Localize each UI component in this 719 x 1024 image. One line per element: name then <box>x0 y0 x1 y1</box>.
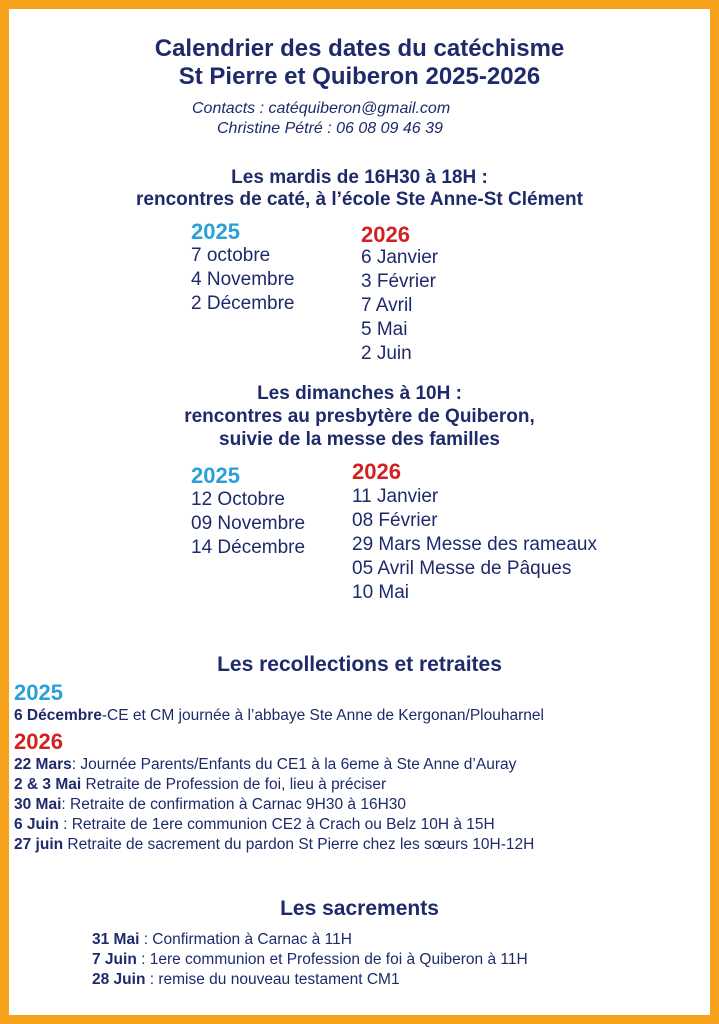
retreat-date: 30 Mai <box>14 796 62 813</box>
sundays-dates-2025 <box>191 488 305 560</box>
retreat-date: 6 Juin <box>14 816 59 833</box>
page-title-line2: St Pierre et Quiberon 2025-2026 <box>178 63 541 90</box>
page-title-line1: Calendrier des dates du catéchisme <box>154 35 565 62</box>
tuesdays-year-2025: 2025 <box>191 219 240 244</box>
date-item: 05 Avril Messe de Pâques <box>352 558 572 579</box>
sundays-year-2025: 2025 <box>191 463 240 488</box>
sacrament-item <box>92 950 528 970</box>
date-item: 3 Février <box>361 271 436 292</box>
retreat-item <box>14 835 534 855</box>
sacrament-text: : Confirmation à Carnac à 11H <box>139 931 352 948</box>
retreats-heading: Les recollections et retraites <box>217 653 502 676</box>
retreat-date: 27 juin <box>14 836 64 853</box>
sacrament-date: 28 Juin <box>92 971 146 988</box>
retreat-item <box>14 706 544 726</box>
date-item: 29 Mars Messe des rameaux <box>352 534 597 555</box>
retreat-text: -CE et CM journée à l’abbaye Ste Anne de Kergonan/Plouharnel <box>101 707 544 724</box>
retreat-date: 22 Mars <box>14 756 72 773</box>
date-item: 2 Juin <box>361 343 412 364</box>
sacrament-item <box>92 930 528 950</box>
sundays-heading-line2: rencontres au presbytère de Quiberon, <box>184 406 535 427</box>
tuesdays-heading-line1: Les mardis de 16H30 à 18H : <box>231 167 488 188</box>
retreat-text: : Journée Parents/Enfants du CE1 à la 6eme à Ste Anne d’Auray <box>71 756 517 773</box>
date-item: 5 Mai <box>361 319 408 340</box>
retreat-item <box>14 775 534 795</box>
sacrament-text: : remise du nouveau testament CM1 <box>145 971 400 988</box>
retreat-date: 6 Décembre <box>14 707 102 724</box>
date-item: 4 Novembre <box>191 269 295 290</box>
contact-phone: Christine Pétré : 06 08 09 46 39 <box>217 120 443 137</box>
sacrament-date: 7 Juin <box>92 951 137 968</box>
tuesdays-dates-2025 <box>191 244 295 316</box>
retreat-item <box>14 755 534 775</box>
sacrament-date: 31 Mai <box>92 931 140 948</box>
date-item: 08 Février <box>352 510 438 531</box>
sundays-year-2026: 2026 <box>352 459 401 484</box>
sacraments-list <box>92 930 528 990</box>
contact-email: Contacts : catéquiberon@gmail.com <box>192 100 451 117</box>
retreat-text: Retraite de Profession de foi, lieu à préciser <box>81 776 387 793</box>
date-item: 10 Mai <box>352 582 410 603</box>
date-item: 7 octobre <box>191 245 271 266</box>
retreats-year-2026: 2026 <box>14 729 63 754</box>
date-item: 2 Décembre <box>191 293 295 314</box>
retreats-list-2026 <box>14 755 534 855</box>
sacrament-item <box>92 970 528 990</box>
retreat-item <box>14 815 534 835</box>
date-item: 12 Octobre <box>191 489 285 510</box>
sundays-heading-line3: suivie de la messe des familles <box>219 429 500 450</box>
retreat-text: : Retraite de confirmation à Carnac 9H30 à 16H30 <box>61 796 407 813</box>
retreat-text: Retraite de sacrement du pardon St Pierre chez les sœurs 10H-12H <box>63 836 535 853</box>
retreats-year-2025: 2025 <box>14 680 63 705</box>
retreat-date: 2 & 3 Mai <box>14 776 82 793</box>
date-item: 7 Avril <box>361 295 413 316</box>
sundays-heading-line1: Les dimanches à 10H : <box>257 383 462 404</box>
date-item: 6 Janvier <box>361 247 439 268</box>
date-item: 09 Novembre <box>191 513 306 534</box>
tuesdays-heading-line2: rencontres de caté, à l’école Ste Anne-St Clément <box>136 189 583 210</box>
retreat-item <box>14 795 534 815</box>
retreat-text: : Retraite de 1ere communion CE2 à Crach ou Belz 10H à 15H <box>58 816 495 833</box>
tuesdays-year-2026: 2026 <box>361 222 410 247</box>
date-item: 14 Décembre <box>191 537 306 558</box>
date-item: 11 Janvier <box>352 486 439 507</box>
sacrament-text: : 1ere communion et Profession de foi à Quiberon à 11H <box>136 951 528 968</box>
sundays-dates-2026 <box>352 485 597 605</box>
tuesdays-dates-2026 <box>361 246 438 366</box>
sacraments-heading: Les sacrements <box>280 897 439 920</box>
